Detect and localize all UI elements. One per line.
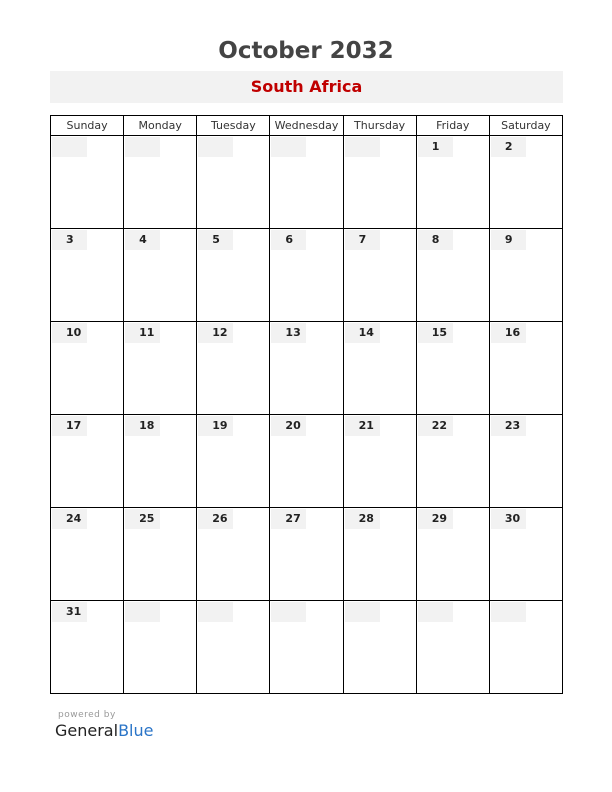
day-cell <box>197 601 270 694</box>
day-number-box <box>198 602 233 622</box>
day-cell <box>51 322 124 415</box>
day-cell <box>270 601 343 694</box>
country-banner <box>50 71 563 103</box>
day-cell <box>197 322 270 415</box>
day-number: 6 <box>285 233 294 246</box>
day-number-box <box>52 137 87 157</box>
day-cell <box>124 229 197 322</box>
day-number: 13 <box>285 326 301 339</box>
day-number-box <box>271 323 306 343</box>
day-cell <box>489 601 562 694</box>
day-cell <box>416 322 489 415</box>
day-cell <box>489 508 562 601</box>
day-number: 25 <box>139 512 155 525</box>
weekday-header: Saturday <box>489 116 562 136</box>
day-number: 19 <box>212 419 228 432</box>
day-number: 14 <box>358 326 374 339</box>
day-number: 24 <box>66 512 82 525</box>
day-number: 16 <box>504 326 521 339</box>
day-cell <box>51 136 124 229</box>
weekday-header-row <box>51 116 563 136</box>
day-number: 17 <box>66 419 82 432</box>
day-cell <box>489 322 562 415</box>
day-cell <box>343 601 416 694</box>
week-row <box>51 322 563 415</box>
day-number: 20 <box>285 419 301 432</box>
day-cell <box>197 136 270 229</box>
day-number-box <box>125 602 160 622</box>
day-number-box <box>125 230 160 250</box>
day-number: 26 <box>212 512 228 525</box>
day-number: 9 <box>504 233 513 246</box>
day-number-box <box>418 602 453 622</box>
country-name: South Africa <box>250 77 363 96</box>
weekday-header: Wednesday <box>270 116 343 136</box>
weekday-header: Friday <box>416 116 489 136</box>
day-number: 11 <box>139 326 155 339</box>
day-number: 28 <box>358 512 374 525</box>
calendar-grid <box>50 115 563 694</box>
day-number-box <box>491 602 526 622</box>
day-number-box <box>418 230 453 250</box>
week-row <box>51 415 563 508</box>
day-cell <box>343 415 416 508</box>
day-number-box <box>345 323 380 343</box>
day-cell <box>51 508 124 601</box>
day-number-box <box>198 416 233 436</box>
day-number-box <box>125 323 160 343</box>
day-number-box <box>271 602 306 622</box>
day-cell <box>343 136 416 229</box>
week-row <box>51 136 563 229</box>
day-cell <box>124 508 197 601</box>
day-cell <box>124 136 197 229</box>
day-number: 18 <box>139 419 155 432</box>
day-cell <box>270 415 343 508</box>
day-number-box <box>345 230 380 250</box>
day-number-box <box>491 230 526 250</box>
day-number: 29 <box>431 512 448 525</box>
week-row <box>51 508 563 601</box>
day-number-box <box>418 137 453 157</box>
week-row <box>51 601 563 694</box>
day-number-box <box>271 416 306 436</box>
week-row <box>51 229 563 322</box>
day-number-box <box>52 602 87 622</box>
day-number-box <box>271 230 306 250</box>
day-number: 1 <box>431 140 440 153</box>
day-number-box <box>345 509 380 529</box>
day-number-box <box>125 416 160 436</box>
day-number: 30 <box>504 512 521 525</box>
day-number: 22 <box>431 419 448 432</box>
day-cell <box>343 508 416 601</box>
weekday-header: Monday <box>124 116 197 136</box>
day-number: 8 <box>431 233 440 246</box>
day-number: 3 <box>66 233 74 246</box>
day-cell <box>197 508 270 601</box>
day-cell <box>51 415 124 508</box>
day-cell <box>416 229 489 322</box>
day-number-box <box>198 509 233 529</box>
day-number: 4 <box>139 233 147 246</box>
day-number-box <box>52 323 87 343</box>
day-number: 10 <box>66 326 82 339</box>
day-number: 21 <box>358 419 374 432</box>
day-number-box <box>418 323 453 343</box>
day-number-box <box>198 230 233 250</box>
day-cell <box>270 322 343 415</box>
day-cell <box>197 229 270 322</box>
day-number-box <box>491 323 526 343</box>
day-cell <box>51 229 124 322</box>
weekday-header: Thursday <box>343 116 416 136</box>
day-number-box <box>271 137 306 157</box>
day-cell <box>270 136 343 229</box>
day-cell <box>489 136 562 229</box>
day-number-box <box>125 137 160 157</box>
day-cell <box>416 601 489 694</box>
day-cell <box>51 601 124 694</box>
calendar-title: October 2032 <box>218 38 394 64</box>
brand-general: General <box>55 721 119 740</box>
day-cell <box>124 601 197 694</box>
weekday-header: Sunday <box>51 116 124 136</box>
day-number-box <box>52 509 87 529</box>
day-cell <box>197 415 270 508</box>
day-cell <box>343 229 416 322</box>
day-number-box <box>271 509 306 529</box>
day-number: 23 <box>504 419 521 432</box>
day-number: 12 <box>212 326 228 339</box>
day-number: 5 <box>212 233 220 246</box>
day-number-box <box>491 416 526 436</box>
day-number-box <box>198 323 233 343</box>
day-cell <box>124 322 197 415</box>
day-number-box <box>418 509 453 529</box>
day-number: 15 <box>431 326 448 339</box>
day-number-box <box>198 137 233 157</box>
day-cell <box>343 322 416 415</box>
day-number-box <box>491 509 526 529</box>
weekday-header: Tuesday <box>197 116 270 136</box>
day-number: 7 <box>358 233 367 246</box>
brand-logo[interactable] <box>55 721 153 740</box>
day-number-box <box>418 416 453 436</box>
day-cell <box>416 415 489 508</box>
day-cell <box>416 508 489 601</box>
powered-by-text: powered by <box>58 710 116 720</box>
day-cell <box>489 229 562 322</box>
day-number-box <box>345 137 380 157</box>
day-number-box <box>345 416 380 436</box>
day-cell <box>270 508 343 601</box>
day-number-box <box>125 509 160 529</box>
day-number-box <box>491 137 526 157</box>
day-number: 2 <box>504 140 513 153</box>
day-cell <box>270 229 343 322</box>
day-number-box <box>52 416 87 436</box>
day-cell <box>124 415 197 508</box>
day-cell <box>416 136 489 229</box>
day-number-box <box>345 602 380 622</box>
day-cell <box>489 415 562 508</box>
brand-blue: Blue <box>118 721 154 740</box>
day-number-box <box>52 230 87 250</box>
day-number: 27 <box>285 512 301 525</box>
day-number: 31 <box>66 605 82 618</box>
